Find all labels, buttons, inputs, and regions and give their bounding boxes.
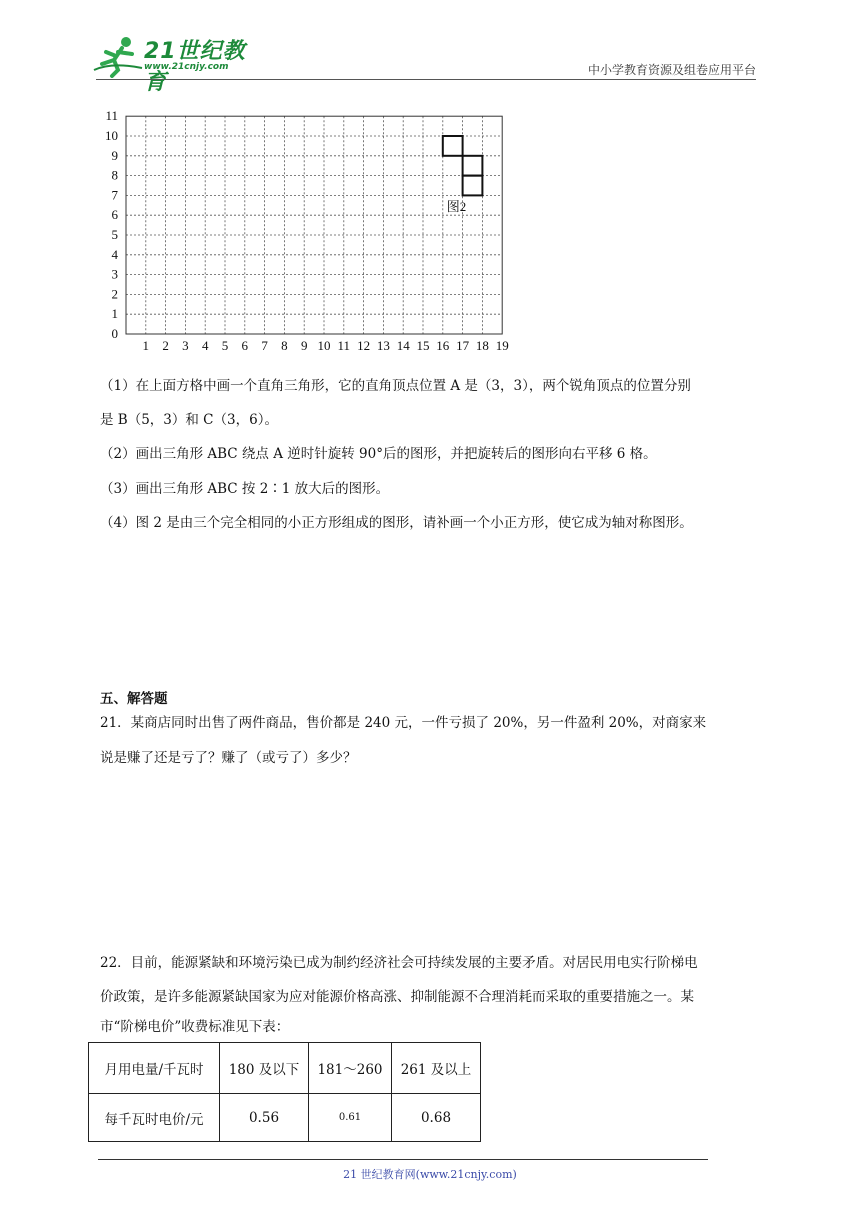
y-tick-label: 2 — [111, 286, 118, 302]
x-tick-label: 5 — [221, 338, 229, 353]
x-tick-label: 12 — [357, 338, 371, 353]
q21-line2: 说是赚了还是亏了？赚了（或亏了）多少？ — [100, 750, 357, 766]
y-tick-label: 4 — [111, 246, 118, 262]
table-cell: 每千瓦时电价/元 — [89, 1094, 220, 1142]
x-tick-label: 14 — [396, 338, 410, 353]
site-logo — [92, 34, 262, 95]
table-cell: 0.56 — [220, 1094, 309, 1142]
grid-svg — [96, 108, 516, 354]
y-tick-label: 9 — [111, 147, 118, 163]
figure2-square — [463, 156, 483, 176]
header-divider — [96, 79, 756, 80]
table-cell: 261 及以上 — [392, 1043, 481, 1094]
y-tick-label: 11 — [105, 108, 118, 124]
x-tick-label: 6 — [241, 338, 249, 353]
figure2-label: 图2 — [446, 199, 467, 215]
table-cell: 180 及以下 — [220, 1043, 309, 1094]
y-tick-label: 10 — [105, 128, 118, 143]
x-tick-label: 3 — [182, 338, 189, 353]
y-tick-label: 0 — [111, 326, 118, 341]
x-tick-label: 1 — [142, 338, 150, 353]
x-tick-label: 19 — [495, 338, 509, 353]
q20-part2: （2）画出三角形 ABC 绕点 A 逆时针旋转 90°后的图形，并把旋转后的图形向右平移 6 格。 — [100, 446, 657, 462]
y-tick-label: 5 — [111, 227, 118, 242]
q21-line1: 21．某商店同时出售了两件商品，售价都是 240 元，一件亏损了 20%，另一件盈利 20%，对商家来 — [100, 715, 707, 731]
table-header-row — [89, 1043, 481, 1094]
table-cell: 月用电量/千瓦时 — [89, 1043, 220, 1094]
q20-part3: （3）画出三角形 ABC 按 2∶1 放大后的图形。 — [100, 481, 390, 497]
x-tick-label: 7 — [261, 338, 268, 353]
q20-part1-line1: （1）在上面方格中画一个直角三角形，它的直角顶点位置 A 是（3，3），两个锐角顶点的位置分别 — [100, 378, 691, 394]
figure2-square — [443, 136, 463, 156]
runner-logo-icon — [92, 34, 144, 78]
x-tick-label: 2 — [162, 338, 169, 353]
y-tick-label: 7 — [111, 187, 118, 203]
q22-line3: 市“阶梯电价”收费标准见下表： — [100, 1019, 290, 1035]
table-cell: 0.68 — [392, 1094, 481, 1142]
tiered-price-table — [88, 1042, 481, 1142]
x-tick-label: 18 — [475, 338, 489, 353]
logo-url: www.21cnjy.com — [144, 62, 229, 72]
x-tick-label: 11 — [337, 338, 351, 353]
x-tick-label: 13 — [376, 338, 390, 353]
header-platform-title: 中小学教育资源及组卷应用平台 — [587, 63, 756, 77]
coordinate-grid — [96, 108, 516, 354]
q20-part4: （4）图 2 是由三个完全相同的小正方形组成的图形，请补画一个小正方形，使它成为轴对称图形。 — [100, 515, 693, 531]
logo-text: 21世纪教育 — [144, 39, 246, 95]
table-cell: 0.61 — [309, 1094, 392, 1142]
y-tick-label: 6 — [111, 207, 118, 223]
x-tick-label: 17 — [456, 338, 470, 353]
y-tick-label: 8 — [111, 167, 118, 183]
grid-border — [126, 116, 502, 334]
y-tick-label: 3 — [111, 266, 118, 282]
x-tick-label: 4 — [201, 338, 209, 353]
footer-divider — [98, 1159, 708, 1160]
x-tick-label: 15 — [416, 338, 430, 353]
section-title: 五、解答题 — [100, 691, 168, 707]
x-tick-label: 9 — [300, 338, 308, 353]
q20-part1-line2: 是 B（5，3）和 C（3，6）。 — [100, 412, 278, 428]
q22-line2: 价政策，是许多能源紧缺国家为应对能源价格高涨、抑制能源不合理消耗而采取的重要措施之一。某 — [100, 989, 694, 1005]
x-tick-label: 8 — [281, 338, 288, 353]
x-tick-label: 10 — [317, 338, 331, 353]
footer-text: 21 世纪教育网(www.21cnjy.com) — [343, 1168, 517, 1181]
q22-line1: 22．目前，能源紧缺和环境污染已成为制约经济社会可持续发展的主要矛盾。对居民用电实行阶梯电 — [100, 955, 698, 971]
table-row — [89, 1094, 481, 1142]
y-tick-label: 1 — [111, 306, 118, 322]
table-cell: 181～260 — [309, 1043, 392, 1094]
figure2-square — [463, 176, 483, 196]
x-tick-label: 16 — [436, 338, 450, 353]
